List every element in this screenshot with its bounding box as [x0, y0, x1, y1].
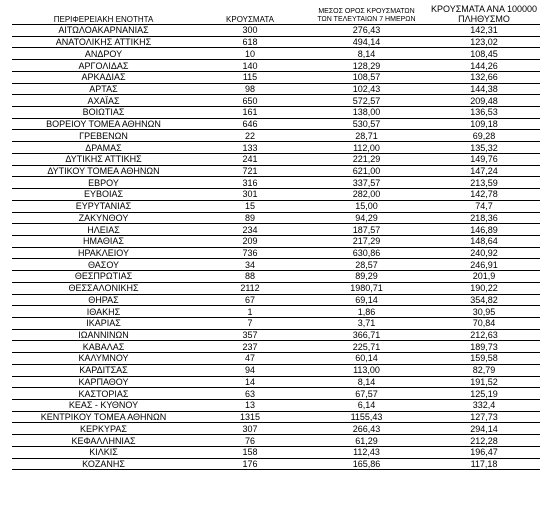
- avg-cell: 225,71: [305, 341, 428, 353]
- table-row: [12, 259, 540, 271]
- avg-cell: 217,29: [305, 235, 428, 247]
- avg-cell: 337,57: [305, 177, 428, 189]
- per100k-cell: 125,19: [428, 388, 540, 400]
- table-row: [12, 130, 540, 142]
- table-row: [12, 165, 540, 177]
- cases-cell: 98: [195, 83, 305, 95]
- table-row: [12, 200, 540, 212]
- avg-cell: 276,43: [305, 25, 428, 37]
- table-row: [12, 423, 540, 435]
- per100k-cell: 189,73: [428, 341, 540, 353]
- per100k-cell: 147,24: [428, 165, 540, 177]
- region-cell: ΙΘΑΚΗΣ: [12, 306, 195, 318]
- table-row: [12, 36, 540, 48]
- table-row: [12, 60, 540, 72]
- per100k-cell: 212,28: [428, 435, 540, 447]
- table-row: [12, 376, 540, 388]
- cases-cell: 161: [195, 107, 305, 119]
- cases-cell: 10: [195, 48, 305, 60]
- per100k-cell: 74,7: [428, 200, 540, 212]
- per100k-cell: 246,91: [428, 259, 540, 271]
- region-cell: ΑΧΑΪΑΣ: [12, 95, 195, 107]
- avg-cell: 128,29: [305, 60, 428, 72]
- cases-cell: 650: [195, 95, 305, 107]
- avg-cell: 282,00: [305, 189, 428, 201]
- cases-cell: 115: [195, 71, 305, 83]
- per100k-cell: 69,28: [428, 130, 540, 142]
- per100k-cell: 142,31: [428, 25, 540, 37]
- avg-cell: 630,86: [305, 247, 428, 259]
- avg-cell: 28,57: [305, 259, 428, 271]
- per100k-cell: 127,73: [428, 411, 540, 423]
- header-per100k-line2: ΠΛΗΘΥΣΜΟ: [458, 14, 510, 24]
- region-cell: ΗΛΕΙΑΣ: [12, 224, 195, 236]
- region-cell: ΑΝΑΤΟΛΙΚΗΣ ΑΤΤΙΚΗΣ: [12, 36, 195, 48]
- table-row: [12, 446, 540, 458]
- table-row: [12, 411, 540, 423]
- region-cell: ΙΩΑΝΝΙΝΩΝ: [12, 329, 195, 341]
- cases-cell: 63: [195, 388, 305, 400]
- table-row: [12, 458, 540, 470]
- region-cell: ΒΟΙΩΤΙΑΣ: [12, 107, 195, 119]
- table-row: [12, 71, 540, 83]
- region-cell: ΚΟΖΑΝΗΣ: [12, 458, 195, 470]
- region-cell: ΑΡΤΑΣ: [12, 83, 195, 95]
- avg-cell: 15,00: [305, 200, 428, 212]
- table-body: [12, 25, 540, 470]
- region-cell: ΔΡΑΜΑΣ: [12, 142, 195, 154]
- cases-cell: 34: [195, 259, 305, 271]
- avg-cell: 187,57: [305, 224, 428, 236]
- table-row: [12, 95, 540, 107]
- header-avg-line2: ΤΩΝ ΤΕΛΕΥΤΑΙΩΝ 7 ΗΜΕΡΩΝ: [317, 16, 416, 23]
- avg-cell: 621,00: [305, 165, 428, 177]
- header-cases: [195, 0, 305, 25]
- table-row: [12, 435, 540, 447]
- per100k-cell: 123,02: [428, 36, 540, 48]
- avg-cell: 102,43: [305, 83, 428, 95]
- header-region-label: ΠΕΡΙΦΕΡΕΙΑΚΗ ΕΝΟΤΗΤΑ: [53, 15, 154, 24]
- cases-cell: 1315: [195, 411, 305, 423]
- cases-cell: 316: [195, 177, 305, 189]
- table-row: [12, 235, 540, 247]
- table-row: [12, 317, 540, 329]
- per100k-cell: 146,89: [428, 224, 540, 236]
- per100k-cell: 30,95: [428, 306, 540, 318]
- cases-cell: 88: [195, 271, 305, 283]
- per100k-cell: 354,82: [428, 294, 540, 306]
- avg-cell: 572,57: [305, 95, 428, 107]
- avg-cell: 6,14: [305, 400, 428, 412]
- cases-cell: 13: [195, 400, 305, 412]
- table-row: [12, 189, 540, 201]
- avg-cell: 530,57: [305, 118, 428, 130]
- per100k-cell: 142,78: [428, 189, 540, 201]
- cases-cell: 301: [195, 189, 305, 201]
- cases-cell: 237: [195, 341, 305, 353]
- cases-cell: 14: [195, 376, 305, 388]
- region-cell: ΚΕΝΤΡΙΚΟΥ ΤΟΜΕΑ ΑΘΗΝΩΝ: [12, 411, 195, 423]
- per100k-cell: 209,48: [428, 95, 540, 107]
- per100k-cell: 148,64: [428, 235, 540, 247]
- avg-cell: 366,71: [305, 329, 428, 341]
- region-cell: ΕΥΒΟΙΑΣ: [12, 189, 195, 201]
- region-cell: ΘΕΣΠΡΩΤΙΑΣ: [12, 271, 195, 283]
- per100k-cell: 70,84: [428, 317, 540, 329]
- avg-cell: 113,00: [305, 364, 428, 376]
- avg-cell: 1155,43: [305, 411, 428, 423]
- region-cell: ΒΟΡΕΙΟΥ ΤΟΜΕΑ ΑΘΗΝΩΝ: [12, 118, 195, 130]
- region-cell: ΓΡΕΒΕΝΩΝ: [12, 130, 195, 142]
- region-cell: ΔΥΤΙΚΟΥ ΤΟΜΕΑ ΑΘΗΝΩΝ: [12, 165, 195, 177]
- region-cell: ΚΑΡΠΑΘΟΥ: [12, 376, 195, 388]
- table-row: [12, 400, 540, 412]
- per100k-cell: 213,59: [428, 177, 540, 189]
- avg-cell: 165,86: [305, 458, 428, 470]
- per100k-cell: 132,66: [428, 71, 540, 83]
- avg-cell: 112,43: [305, 446, 428, 458]
- region-cell: ΔΥΤΙΚΗΣ ΑΤΤΙΚΗΣ: [12, 153, 195, 165]
- table-row: [12, 282, 540, 294]
- avg-cell: 112,00: [305, 142, 428, 154]
- cases-cell: 94: [195, 364, 305, 376]
- per100k-cell: 117,18: [428, 458, 540, 470]
- per100k-cell: 190,22: [428, 282, 540, 294]
- region-cell: ΚΑΡΔΙΤΣΑΣ: [12, 364, 195, 376]
- per100k-cell: 332,4: [428, 400, 540, 412]
- region-cell: ΗΡΑΚΛΕΙΟΥ: [12, 247, 195, 259]
- region-cell: ΑΝΔΡΟΥ: [12, 48, 195, 60]
- avg-cell: 69,14: [305, 294, 428, 306]
- cases-cell: 721: [195, 165, 305, 177]
- per100k-cell: 212,63: [428, 329, 540, 341]
- table-row: [12, 25, 540, 37]
- per100k-cell: 144,38: [428, 83, 540, 95]
- avg-cell: 67,57: [305, 388, 428, 400]
- region-cell: ΘΕΣΣΑΛΟΝΙΚΗΣ: [12, 282, 195, 294]
- per100k-cell: 135,32: [428, 142, 540, 154]
- region-cell: ΚΑΛΥΜΝΟΥ: [12, 353, 195, 365]
- region-cell: ΘΑΣΟΥ: [12, 259, 195, 271]
- per100k-cell: 191,52: [428, 376, 540, 388]
- region-cell: ΚΑΒΑΛΑΣ: [12, 341, 195, 353]
- avg-cell: 89,29: [305, 271, 428, 283]
- cases-cell: 67: [195, 294, 305, 306]
- region-cell: ΗΜΑΘΙΑΣ: [12, 235, 195, 247]
- region-cell: ΚΕΡΚΥΡΑΣ: [12, 423, 195, 435]
- per100k-cell: 109,18: [428, 118, 540, 130]
- cases-cell: 176: [195, 458, 305, 470]
- cases-cell: 241: [195, 153, 305, 165]
- table-row: [12, 388, 540, 400]
- avg-cell: 61,29: [305, 435, 428, 447]
- cases-cell: 618: [195, 36, 305, 48]
- cases-cell: 158: [195, 446, 305, 458]
- region-cell: ΕΥΡΥΤΑΝΙΑΣ: [12, 200, 195, 212]
- region-cell: ΑΡΓΟΛΙΔΑΣ: [12, 60, 195, 72]
- cases-cell: 646: [195, 118, 305, 130]
- avg-cell: 494,14: [305, 36, 428, 48]
- avg-cell: 1,86: [305, 306, 428, 318]
- cases-cell: 736: [195, 247, 305, 259]
- table-row: [12, 48, 540, 60]
- cases-table: [12, 0, 540, 470]
- table-row: [12, 294, 540, 306]
- avg-cell: 60,14: [305, 353, 428, 365]
- region-cell: ΘΗΡΑΣ: [12, 294, 195, 306]
- per100k-cell: 240,92: [428, 247, 540, 259]
- avg-cell: 8,14: [305, 48, 428, 60]
- avg-cell: 266,43: [305, 423, 428, 435]
- table-row: [12, 306, 540, 318]
- table-row: [12, 224, 540, 236]
- per100k-cell: 149,76: [428, 153, 540, 165]
- region-cell: ΑΙΤΩΛΟΑΚΑΡΝΑΝΙΑΣ: [12, 25, 195, 37]
- cases-cell: 7: [195, 317, 305, 329]
- avg-cell: 8,14: [305, 376, 428, 388]
- cases-cell: 89: [195, 212, 305, 224]
- header-per100k: [428, 0, 540, 25]
- per100k-cell: 82,79: [428, 364, 540, 376]
- table-row: [12, 118, 540, 130]
- avg-cell: 28,71: [305, 130, 428, 142]
- region-cell: ΕΒΡΟΥ: [12, 177, 195, 189]
- per100k-cell: 201,9: [428, 271, 540, 283]
- cases-cell: 209: [195, 235, 305, 247]
- per100k-cell: 294,14: [428, 423, 540, 435]
- per100k-cell: 196,47: [428, 446, 540, 458]
- table-header-row: [12, 0, 540, 25]
- avg-cell: 221,29: [305, 153, 428, 165]
- avg-cell: 94,29: [305, 212, 428, 224]
- header-cases-label: ΚΡΟΥΣΜΑΤΑ: [226, 15, 274, 24]
- per100k-cell: 108,45: [428, 48, 540, 60]
- cases-cell: 15: [195, 200, 305, 212]
- per100k-cell: 159,58: [428, 353, 540, 365]
- avg-cell: 3,71: [305, 317, 428, 329]
- cases-cell: 140: [195, 60, 305, 72]
- cases-cell: 1: [195, 306, 305, 318]
- cases-cell: 133: [195, 142, 305, 154]
- avg-cell: 138,00: [305, 107, 428, 119]
- region-cell: ΚΕΑΣ - ΚΥΘΝΟΥ: [12, 400, 195, 412]
- header-per100k-line1: ΚΡΟΥΣΜΑΤΑ ΑΝΑ 100000: [431, 4, 537, 14]
- cases-cell: 2112: [195, 282, 305, 294]
- table-row: [12, 364, 540, 376]
- table-row: [12, 107, 540, 119]
- table-row: [12, 271, 540, 283]
- table-row: [12, 353, 540, 365]
- table-row: [12, 247, 540, 259]
- per100k-cell: 218,36: [428, 212, 540, 224]
- table-row: [12, 153, 540, 165]
- region-cell: ΑΡΚΑΔΙΑΣ: [12, 71, 195, 83]
- table-row: [12, 177, 540, 189]
- region-cell: ΚΑΣΤΟΡΙΑΣ: [12, 388, 195, 400]
- per100k-cell: 136,53: [428, 107, 540, 119]
- region-cell: ΚΕΦΑΛΛΗΝΙΑΣ: [12, 435, 195, 447]
- region-cell: ΚΙΛΚΙΣ: [12, 446, 195, 458]
- cases-cell: 76: [195, 435, 305, 447]
- avg-cell: 1980,71: [305, 282, 428, 294]
- cases-cell: 47: [195, 353, 305, 365]
- avg-cell: 108,57: [305, 71, 428, 83]
- cases-cell: 22: [195, 130, 305, 142]
- header-avg: [305, 0, 428, 25]
- table-row: [12, 329, 540, 341]
- table-row: [12, 341, 540, 353]
- cases-cell: 234: [195, 224, 305, 236]
- table-row: [12, 142, 540, 154]
- region-cell: ΖΑΚΥΝΘΟΥ: [12, 212, 195, 224]
- per100k-cell: 144,26: [428, 60, 540, 72]
- cases-cell: 300: [195, 25, 305, 37]
- header-avg-line1: ΜΕΣΟΣ ΟΡΟΣ ΚΡΟΥΣΜΑΤΩΝ: [318, 8, 415, 15]
- table-row: [12, 212, 540, 224]
- cases-cell: 357: [195, 329, 305, 341]
- cases-cell: 307: [195, 423, 305, 435]
- table-row: [12, 83, 540, 95]
- region-cell: ΙΚΑΡΙΑΣ: [12, 317, 195, 329]
- header-region: [12, 0, 195, 25]
